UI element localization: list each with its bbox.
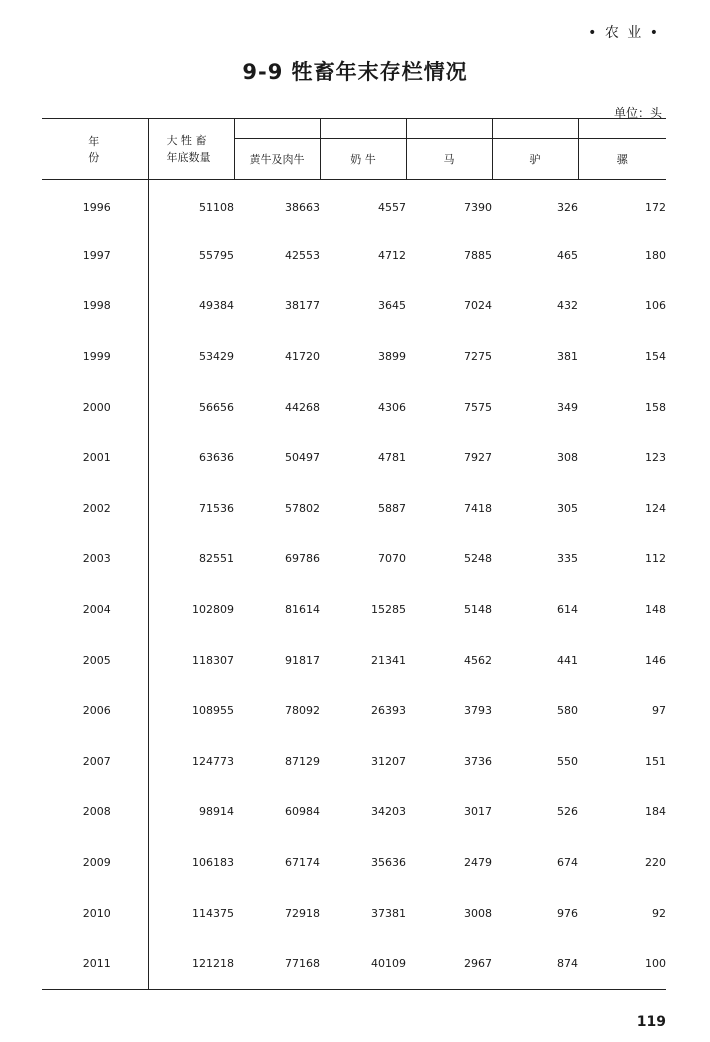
cell-horse: 7885 [464, 248, 492, 262]
cell-cattle: 77168 [285, 956, 320, 970]
cell-total: 55795 [199, 248, 234, 262]
cell-year: 1996 [42, 180, 148, 231]
cell-horse: 3793 [464, 704, 492, 718]
cell-mule: 151 [645, 754, 666, 768]
cell-total: 124773 [192, 754, 234, 768]
cell-donkey: 465 [557, 248, 578, 262]
cell-donkey: 335 [557, 552, 578, 566]
cell-mule: 124 [645, 501, 666, 515]
table-row [42, 331, 666, 382]
header-horse-label: 马 [407, 138, 492, 179]
cell-dairy: 4781 [378, 451, 406, 465]
cell-horse: 7575 [464, 400, 492, 414]
cell-dairy: 5887 [378, 501, 406, 515]
cell-year: 2000 [42, 382, 148, 433]
cell-horse: 2479 [464, 856, 492, 870]
table-row [42, 180, 666, 231]
cell-horse: 2967 [464, 956, 492, 970]
cell-year: 1998 [42, 281, 148, 332]
cell-horse: 3736 [464, 754, 492, 768]
cell-donkey: 874 [557, 956, 578, 970]
cell-cattle: 78092 [285, 704, 320, 718]
cell-mule: 148 [645, 603, 666, 617]
table-row [42, 432, 666, 483]
cell-horse: 5148 [464, 603, 492, 617]
cell-total: 98914 [199, 805, 234, 819]
header-cattle [234, 119, 320, 180]
cell-mule: 106 [645, 299, 666, 313]
cell-horse: 7927 [464, 451, 492, 465]
cell-cattle: 81614 [285, 603, 320, 617]
cell-dairy: 34203 [371, 805, 406, 819]
cell-dairy: 3899 [378, 350, 406, 364]
cell-horse: 3017 [464, 805, 492, 819]
cell-total: 49384 [199, 299, 234, 313]
cell-year: 1997 [42, 230, 148, 281]
cell-year: 2001 [42, 432, 148, 483]
table-row [42, 635, 666, 686]
cell-donkey: 976 [557, 906, 578, 920]
cell-year: 2005 [42, 635, 148, 686]
cell-horse: 3008 [464, 906, 492, 920]
cell-dairy: 35636 [371, 856, 406, 870]
table-row [42, 230, 666, 281]
cell-total: 108955 [192, 704, 234, 718]
cell-year: 2010 [42, 888, 148, 939]
cell-cattle: 41720 [285, 350, 320, 364]
cell-year: 2003 [42, 534, 148, 585]
cell-horse: 7024 [464, 299, 492, 313]
cell-mule: 220 [645, 856, 666, 870]
cell-total: 71536 [199, 501, 234, 515]
cell-donkey: 326 [557, 200, 578, 214]
header-donkey-label: 驴 [493, 138, 578, 179]
cell-cattle: 69786 [285, 552, 320, 566]
header-year: 年 份 [42, 119, 148, 180]
cell-horse: 7390 [464, 200, 492, 214]
table-row [42, 483, 666, 534]
cell-cattle: 38663 [285, 200, 320, 214]
table-row [42, 736, 666, 787]
cell-dairy: 31207 [371, 754, 406, 768]
cell-total: 63636 [199, 451, 234, 465]
header-dairy [320, 119, 406, 180]
table-row [42, 584, 666, 635]
cell-donkey: 580 [557, 704, 578, 718]
livestock-table-container [42, 118, 666, 990]
cell-dairy: 40109 [371, 956, 406, 970]
table-row [42, 787, 666, 838]
table-row [42, 685, 666, 736]
cell-total: 56656 [199, 400, 234, 414]
header-horse [406, 119, 492, 180]
cell-total: 82551 [199, 552, 234, 566]
cell-mule: 146 [645, 653, 666, 667]
cell-year: 2011 [42, 938, 148, 989]
cell-mule: 172 [645, 200, 666, 214]
table-body [42, 180, 666, 990]
cell-total: 53429 [199, 350, 234, 364]
table-row [42, 837, 666, 888]
cell-mule: 180 [645, 248, 666, 262]
table-header [42, 119, 666, 180]
cell-donkey: 614 [557, 603, 578, 617]
cell-mule: 154 [645, 350, 666, 364]
page-title: 9-9 牲畜年末存栏情况 [242, 60, 468, 84]
header-donkey [492, 119, 578, 180]
cell-donkey: 674 [557, 856, 578, 870]
cell-donkey: 308 [557, 451, 578, 465]
cell-total: 102809 [192, 603, 234, 617]
cell-cattle: 72918 [285, 906, 320, 920]
table-row [42, 382, 666, 433]
cell-horse: 7275 [464, 350, 492, 364]
cell-cattle: 38177 [285, 299, 320, 313]
cell-total: 114375 [192, 906, 234, 920]
cell-total: 118307 [192, 653, 234, 667]
cell-donkey: 432 [557, 299, 578, 313]
section-label: • 农 业 • [588, 25, 660, 41]
table-row [42, 938, 666, 989]
cell-horse: 4562 [464, 653, 492, 667]
cell-mule: 184 [645, 805, 666, 819]
cell-dairy: 15285 [371, 603, 406, 617]
cell-mule: 92 [652, 906, 666, 920]
cell-donkey: 349 [557, 400, 578, 414]
cell-cattle: 67174 [285, 856, 320, 870]
cell-total: 51108 [199, 200, 234, 214]
cell-cattle: 57802 [285, 501, 320, 515]
cell-year: 2008 [42, 787, 148, 838]
unit-note: 单位：头 [613, 106, 662, 120]
cell-total: 121218 [192, 956, 234, 970]
cell-year: 2006 [42, 685, 148, 736]
cell-cattle: 87129 [285, 754, 320, 768]
table-row [42, 281, 666, 332]
header-mule [578, 119, 666, 180]
cell-cattle: 44268 [285, 400, 320, 414]
cell-year: 2002 [42, 483, 148, 534]
cell-mule: 100 [645, 956, 666, 970]
cell-donkey: 526 [557, 805, 578, 819]
cell-cattle: 60984 [285, 805, 320, 819]
cell-horse: 7418 [464, 501, 492, 515]
header-total-line2: 年底数量 [166, 151, 211, 164]
cell-dairy: 3645 [378, 299, 406, 313]
cell-mule: 123 [645, 451, 666, 465]
header-dairy-label: 奶 牛 [321, 138, 406, 179]
header-total-line1: 大 牲 畜 [166, 134, 207, 147]
cell-horse: 5248 [464, 552, 492, 566]
cell-mule: 97 [652, 704, 666, 718]
table-row [42, 888, 666, 939]
cell-year: 1999 [42, 331, 148, 382]
cell-donkey: 381 [557, 350, 578, 364]
header-total [148, 119, 234, 180]
cell-dairy: 4306 [378, 400, 406, 414]
header-cattle-label: 黄牛及肉牛 [235, 138, 320, 179]
cell-donkey: 550 [557, 754, 578, 768]
header-mule-label: 骡 [579, 138, 667, 179]
cell-total: 106183 [192, 856, 234, 870]
cell-dairy: 4712 [378, 248, 406, 262]
livestock-table [42, 118, 666, 990]
cell-mule: 112 [645, 552, 666, 566]
cell-year: 2007 [42, 736, 148, 787]
page-number: 119 [636, 1014, 666, 1030]
cell-cattle: 50497 [285, 451, 320, 465]
cell-dairy: 37381 [371, 906, 406, 920]
cell-mule: 158 [645, 400, 666, 414]
cell-cattle: 91817 [285, 653, 320, 667]
cell-donkey: 305 [557, 501, 578, 515]
cell-dairy: 4557 [378, 200, 406, 214]
cell-dairy: 21341 [371, 653, 406, 667]
cell-cattle: 42553 [285, 248, 320, 262]
cell-year: 2009 [42, 837, 148, 888]
cell-donkey: 441 [557, 653, 578, 667]
table-row [42, 534, 666, 585]
cell-year: 2004 [42, 584, 148, 635]
cell-dairy: 26393 [371, 704, 406, 718]
cell-dairy: 7070 [378, 552, 406, 566]
